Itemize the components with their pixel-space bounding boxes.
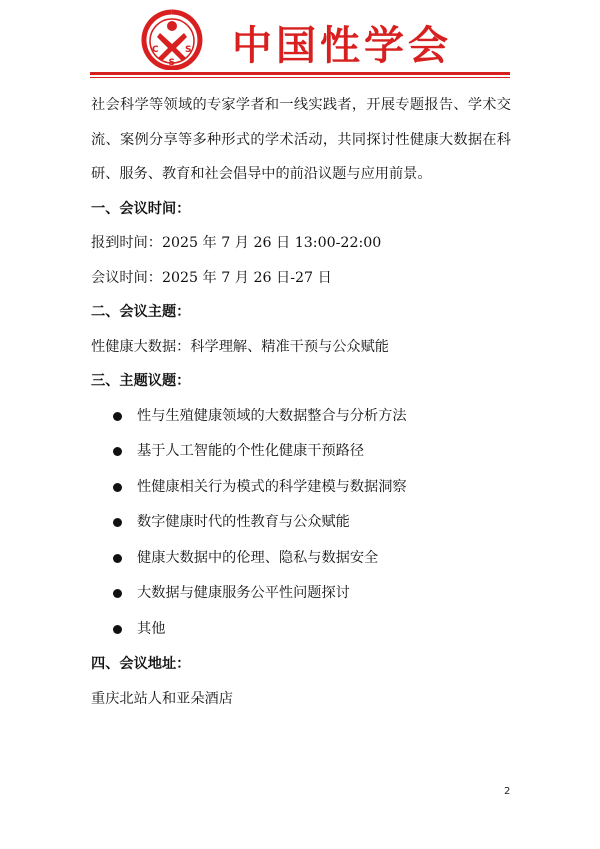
topic-list [91,399,511,648]
list-item [91,612,511,648]
topic-text: 其他 [137,620,166,637]
section-heading-topics: 三、主题议题： [91,373,191,389]
society-logo-icon [140,8,204,70]
checkin-time: 报到时间：2025 年 7 月 26 日 13:00-22:00 [91,235,382,251]
list-item [91,541,511,577]
bullet-icon [113,412,122,421]
list-item [91,470,511,506]
organization-name: 中国性学会 [232,22,452,69]
bullet-icon [113,483,122,492]
topic-text: 健康大数据中的伦理、隐私与数据安全 [137,549,379,566]
page-number: 2 [504,786,511,797]
bullet-icon [113,554,122,563]
section-heading-theme: 二、会议主题： [91,304,191,320]
bullet-icon [113,625,122,634]
svg-text:S: S [185,45,192,55]
list-item [91,576,511,612]
intro-paragraph: 社会科学等领域的专家学者和一线实践者，开展专题报告、学术交流、案例分享等多种形式的学术活动，共同探讨性健康大数据在科研、服务、教育和社会倡导中的前沿议题与应用前景。 [91,97,511,182]
bullet-icon [113,518,122,527]
list-item [91,434,511,470]
topic-text: 基于人工智能的个性化健康干预路径 [137,443,365,459]
letterhead [0,0,600,80]
topic-text: 大数据与健康服务公平性问题探讨 [137,585,350,601]
topic-text: 性健康相关行为模式的科学建模与数据洞察 [137,478,407,495]
topic-text: 性与生殖健康领域的大数据整合与分析方法 [137,407,407,424]
bullet-icon [113,447,122,456]
address-text: 重庆北站人和亚朵酒店 [91,690,233,707]
header-divider [90,72,510,75]
bullet-icon [113,589,122,598]
section-heading-address: 四、会议地址： [91,656,191,672]
topic-text: 数字健康时代的性教育与公众赋能 [137,514,350,530]
svg-text:C: C [152,45,159,55]
meeting-time: 会议时间：2025 年 7 月 26 日-27 日 [91,269,332,286]
section-heading-time: 一、会议时间： [91,200,191,217]
svg-text:S: S [168,58,175,68]
document-body [91,88,511,716]
list-item [91,505,511,541]
theme-text: 性健康大数据：科学理解、精准干预与公众赋能 [91,338,389,355]
header-divider-thin [90,77,510,78]
list-item [91,399,511,435]
